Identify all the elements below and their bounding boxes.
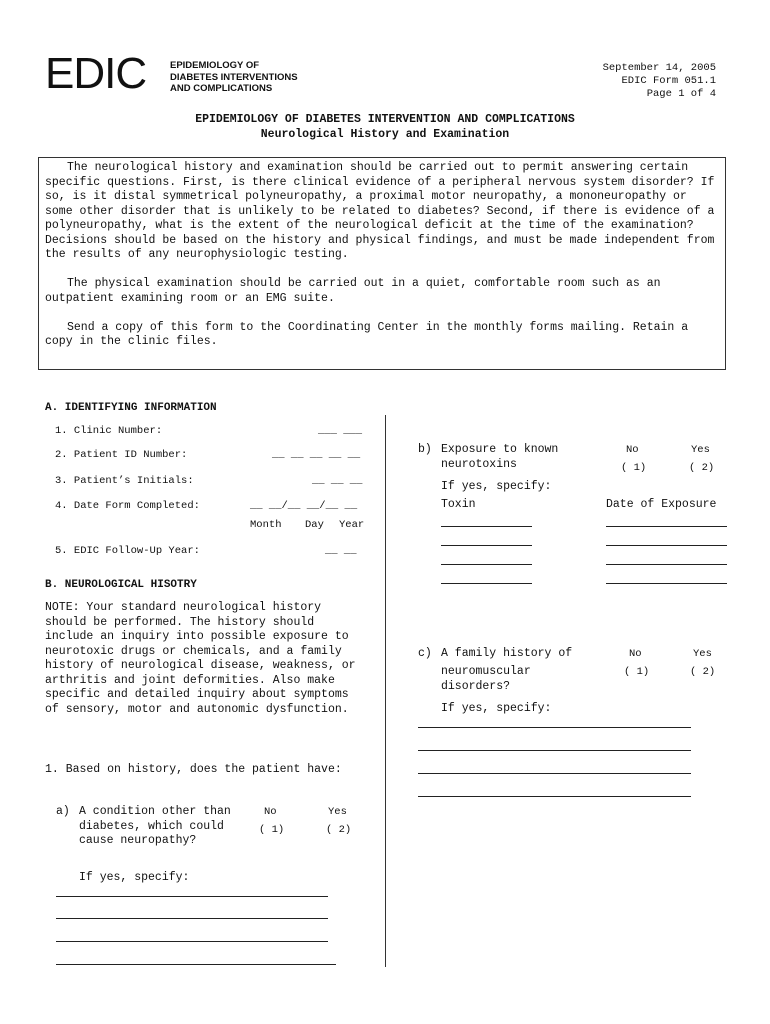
item-c-specify-line[interactable]: [418, 727, 691, 728]
edic-logo: EDIC: [45, 49, 147, 98]
logo-subtitle-line: EPIDEMIOLOGY OF: [170, 60, 260, 71]
item-b-no-option[interactable]: ( 1): [621, 462, 647, 474]
item-a-prefix: a): [56, 805, 70, 818]
toxin-line[interactable]: [441, 545, 532, 546]
item-a-no-option[interactable]: ( 1): [259, 824, 285, 836]
item-a-text: A condition other than diabetes, which could cause neuropathy?: [79, 805, 231, 847]
instructions-paragraph: The neurological history and examination should be carried out to permit answering certain specific questions. First, is there clinical evidence of a peripheral nervous system disorder? If so, is it distal symmetrical polyneuropathy, a proximal motor neuropathy, a mononeuropathy or some other disorder that is unlikely to be related to diabetes? Second, if there is evidence of a polyneuropathy, what is the extent of the neurological deficit at the time of the examination? Decisions should be based on the history and physical findings, and must be made independent from the results of any neurophysiologic testing.: [45, 161, 715, 261]
instructions-box: [38, 157, 726, 370]
item-c-specify-line[interactable]: [418, 796, 691, 797]
section-a-heading: A. IDENTIFYING INFORMATION: [45, 402, 217, 414]
item-a-yes-label: Yes: [328, 806, 347, 818]
item-c-yes-option[interactable]: ( 2): [690, 666, 716, 678]
item-c-text-1: A family history of: [441, 647, 573, 660]
item-a-specify-line[interactable]: [56, 964, 336, 965]
column-divider: [385, 415, 386, 967]
item-c-specify-line[interactable]: [418, 773, 691, 774]
item-b-yes-option[interactable]: ( 2): [689, 462, 715, 474]
exposure-date-line[interactable]: [606, 545, 727, 546]
item-a-yes-option[interactable]: ( 2): [326, 824, 352, 836]
exposure-date-line[interactable]: [606, 583, 727, 584]
clinic-number-label: 1. Clinic Number:: [55, 425, 163, 437]
question-1: 1. Based on history, does the patient have:: [45, 763, 342, 776]
date-completed-label: 4. Date Form Completed:: [55, 500, 200, 512]
date-year-label: Year: [339, 519, 365, 531]
instructions-paragraph: The physical examination should be carried out in a quiet, comfortable room such as an outpatient examining room or an EMG suite.: [45, 277, 661, 305]
history-note: NOTE: Your standard neurological history should be performed. The history should include an inquiry into possible exposure to neurotoxic drugs or chemicals, and a family history of neurological disease, weakness, or arthritis and joint deformities. Also make specific and detailed inquiry about symptoms of sensory, motor and autonomic dysfunction.: [45, 601, 356, 716]
item-a-specify-line[interactable]: [56, 918, 328, 919]
date-month-label: Month: [250, 519, 282, 531]
patient-initials-field[interactable]: __ __ __: [312, 475, 363, 487]
logo-subtitle-line: DIABETES INTERVENTIONS: [170, 71, 298, 83]
item-b-text: Exposure to known neurotoxins: [441, 443, 559, 471]
item-c-prefix: c): [418, 647, 432, 660]
page-title: [0, 113, 770, 142]
section-b-heading: B. NEUROLOGICAL HISOTRY: [45, 579, 197, 591]
instructions-paragraph: Send a copy of this form to the Coordinating Center in the monthly forms mailing. Retain a copy in the clinic files.: [45, 320, 689, 348]
form-date: September 14, 2005: [602, 62, 716, 74]
title-line-2: Neurological History and Examination: [260, 127, 510, 141]
item-c-specify-label: If yes, specify:: [441, 702, 552, 715]
followup-year-label: 5. EDIC Follow-Up Year:: [55, 545, 200, 557]
item-b-yes-label: Yes: [691, 444, 710, 456]
item-c-yes-label: Yes: [693, 648, 712, 660]
item-c-text-2: neuromuscular disorders?: [441, 665, 531, 693]
form-id: EDIC Form 051.1: [621, 75, 716, 87]
header-meta: [603, 62, 716, 101]
patient-id-field[interactable]: __ __ __ __ __: [272, 449, 361, 461]
exposure-date-column-header: Date of Exposure: [606, 498, 717, 511]
clinic-number-field[interactable]: ___ ___: [318, 425, 363, 437]
logo-subtitle: [170, 60, 298, 95]
item-b-prefix: b): [418, 443, 432, 456]
item-b-specify-label: If yes, specify:: [441, 480, 552, 493]
toxin-line[interactable]: [441, 526, 532, 527]
date-completed-field[interactable]: __ __/__ __/__ __: [250, 500, 358, 512]
date-day-label: Day: [305, 519, 324, 531]
page-number: Page 1 of 4: [646, 88, 716, 100]
patient-initials-label: 3. Patient’s Initials:: [55, 475, 194, 487]
item-b-no-label: No: [626, 444, 639, 456]
exposure-date-line[interactable]: [606, 526, 727, 527]
toxin-line[interactable]: [441, 583, 532, 584]
logo-subtitle-line: AND COMPLICATIONS: [170, 83, 273, 94]
followup-year-field[interactable]: __ __: [325, 545, 357, 557]
item-c-no-label: No: [629, 648, 642, 660]
toxin-line[interactable]: [441, 564, 532, 565]
exposure-date-line[interactable]: [606, 564, 727, 565]
title-line-1: EPIDEMIOLOGY OF DIABETES INTERVENTION AND COMPLICATIONS: [195, 113, 575, 126]
toxin-column-header: Toxin: [441, 498, 476, 511]
item-c-specify-line[interactable]: [418, 750, 691, 751]
item-c-no-option[interactable]: ( 1): [624, 666, 650, 678]
patient-id-label: 2. Patient ID Number:: [55, 449, 188, 461]
item-a-specify-line[interactable]: [56, 941, 328, 942]
item-a-specify-label: If yes, specify:: [79, 871, 190, 884]
item-a-specify-line[interactable]: [56, 896, 328, 897]
item-a-no-label: No: [264, 806, 277, 818]
